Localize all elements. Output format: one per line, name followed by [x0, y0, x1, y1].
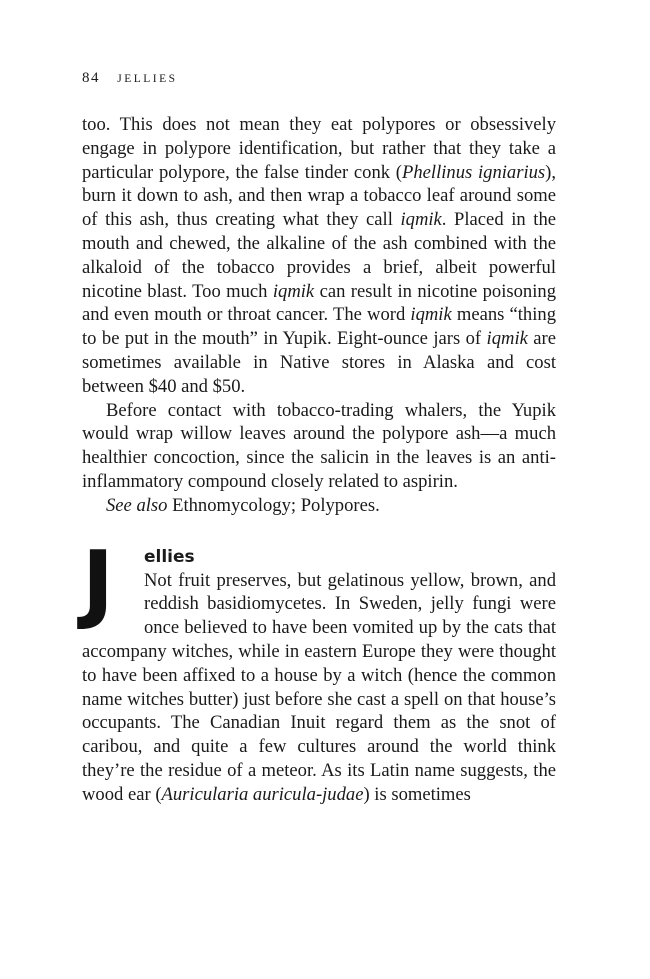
text-run: too. This does not mean they eat polypores or obsessively engage in polypore identification, but rather that they take a particular polypore, the false tinder conk (: [82, 114, 556, 183]
text-run: can result in nicotine poisoning and even mouth or throat cancer. The word: [82, 280, 556, 326]
italic-run: iqmik: [272, 280, 315, 302]
italic-run: iqmik: [486, 328, 528, 350]
text-run: ) is sometimes: [363, 783, 471, 805]
italic-run: Phellinus igniarius: [402, 161, 546, 183]
book-page: [82, 68, 556, 807]
drop-cap: J: [82, 532, 114, 633]
see-also-label: See also: [106, 494, 168, 516]
entry-heading: ellies: [144, 546, 195, 567]
page-number: 84: [82, 70, 100, 86]
section-title: JELLIES: [117, 73, 178, 85]
text-run: are sometimes available in Native stores in Alaska and cost between $40 and $50.: [82, 328, 556, 397]
entry-paragraph: [82, 569, 556, 807]
text-run: Not fruit preserves, but gelatinous yellow, brown, and reddish basidiomycetes. In Sweden, jelly fungi were once believed to have been vomited up by the cats that accompany witches, while in eastern Europe they were thought to have been affixed to a house by a witch (hence the common name witches butter) just before she cast a spell on that house’s occupants. The Canadian Inuit regard them as the snot of caribou, and quite a few cultures around the world think they’re the residue of a meteor. As its Latin name suggests, the wood ear (: [82, 569, 556, 805]
paragraph-whalers: Before contact with tobacco-trading whalers, the Yupik would wrap willow leaves around the polypore ash—a much healthier concoction, since the salicin in the leaves is an anti-inflammatory compound closely related to aspirin.: [82, 399, 556, 492]
running-head: [82, 68, 556, 88]
see-also-line: [82, 494, 556, 518]
italic-run: iqmik: [410, 304, 452, 326]
italic-run: iqmik: [400, 209, 442, 231]
see-also-links: Ethnomycology; Polypores.: [167, 494, 380, 516]
text-run: . Placed in the mouth and chewed, the alkaline of the ash combined with the alkaloid of the tobacco provides a brief, albeit powerful nicotine blast. Too much: [82, 209, 556, 302]
entry-jellies: [82, 532, 556, 807]
italic-run: Auricularia auricula-judae: [161, 783, 364, 805]
paragraph-continuation: [82, 113, 556, 399]
text-run: means “thing to be put in the mouth” in Yupik. Eight-ounce jars of: [82, 304, 556, 350]
text-run: ), burn it down to ash, and then wrap a tobacco leaf around some of this ash, thus creating what they call: [82, 161, 557, 231]
